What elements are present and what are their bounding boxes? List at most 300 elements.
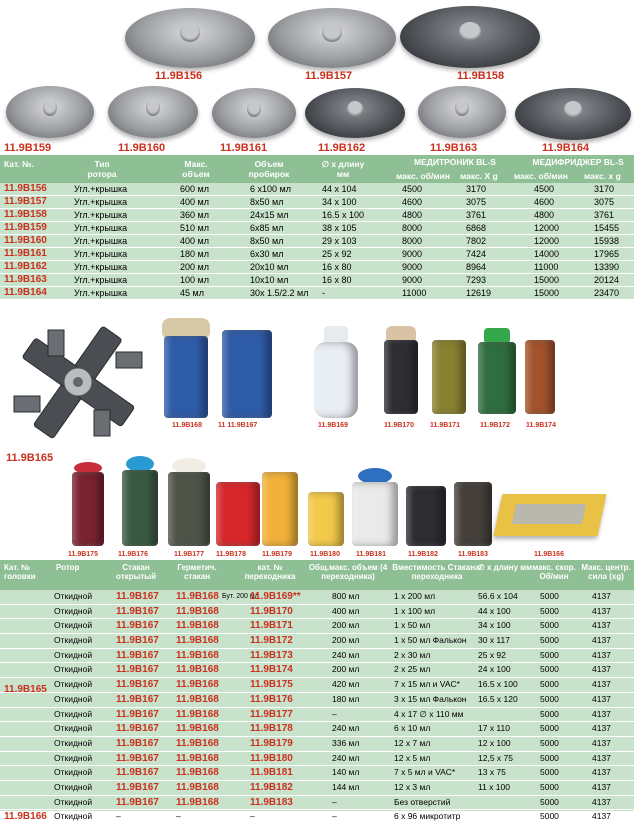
cell-dim: 16.5 х 100 — [322, 210, 365, 220]
rotor-image-156 — [125, 8, 255, 68]
cell-sealed: 11.9B168 — [176, 605, 219, 617]
rotor-image-160 — [108, 86, 198, 138]
cell-total: 240 мл — [332, 723, 360, 734]
cell-speed: 5000 — [540, 723, 559, 734]
cell-adapter: 11.9B170 — [250, 605, 293, 617]
cell-rotor: Откидной — [54, 767, 93, 778]
table-row — [0, 619, 634, 634]
header-dim: ∅ х длину мм — [321, 159, 365, 179]
header-medifridge: МЕДИФРИДЖЕР BL-S — [532, 157, 624, 167]
cell-rotor: Откидной — [54, 679, 93, 690]
cell-rpm: 8000 — [402, 236, 423, 246]
header-adapter: кат. № переходника — [244, 563, 296, 581]
cell-speed: 5000 — [540, 635, 559, 646]
cell-dim: 34 х 100 — [478, 620, 511, 631]
rotor-image-161 — [212, 88, 296, 138]
cell-vol: 600 мл — [180, 184, 209, 194]
table-row — [0, 287, 634, 300]
cell-vol: 45 мл — [180, 288, 204, 298]
adapter-label: 11.9B179 — [262, 551, 292, 558]
swing-rotor-table — [0, 560, 634, 823]
header-type: Тип ротора — [87, 159, 117, 179]
cell-adapter: 11.9B171 — [250, 620, 293, 632]
swing-rotor-label: 11.9B165 — [6, 452, 54, 464]
adapter-image — [454, 482, 492, 546]
adapter-label: 11.9B174 — [526, 422, 556, 429]
adapter-label: 11.9B180 — [310, 551, 340, 558]
cell-xg2: 17965 — [594, 249, 620, 259]
cell-rotor: Откидной — [54, 693, 93, 704]
cell-speed: 5000 — [540, 620, 559, 631]
cell-open: 11.9B167 — [116, 635, 159, 647]
cell-speed: 5000 — [540, 767, 559, 778]
cell-capacity: 12 х 3 мл — [394, 781, 431, 792]
cell-open: 11.9B167 — [116, 752, 159, 764]
cell-vol: 400 мл — [180, 236, 209, 246]
cell-cat: 11.9B162 — [4, 261, 47, 272]
cell-rpm2: 12000 — [534, 236, 560, 246]
open-bucket-image — [222, 330, 272, 418]
cell-xg: 3170 — [466, 184, 487, 194]
cell-sealed: 11.9B168 — [176, 591, 219, 602]
cell-type: Угл.+крышка — [74, 288, 128, 298]
cell-speed: 5000 — [540, 752, 559, 763]
adapter-image — [262, 472, 298, 546]
cell-xg2: 3170 — [594, 184, 615, 194]
cell-force: 4137 — [592, 737, 611, 748]
table-row — [0, 693, 634, 708]
cell-force: 4137 — [592, 752, 611, 763]
header-cat: Кат. №. — [4, 159, 34, 169]
cell-sealed: 11.9B168 — [176, 649, 219, 661]
cell-tubes: 10х10 мл — [250, 275, 289, 285]
rotor-label: 11.9B161 — [220, 142, 268, 154]
cell-total: – — [332, 811, 337, 822]
rotor-image-163 — [418, 86, 506, 138]
header-force: Макс. центр. сила (xg) — [581, 563, 631, 581]
cell-cat: 11.9B164 — [4, 287, 47, 298]
adapter-label: 11.9B175 — [68, 551, 98, 558]
cell-capacity: 1 х 100 мл — [394, 605, 436, 616]
cell-capacity: 1 х 50 мл Фалькон — [394, 635, 467, 646]
header-speed: макс. скор. Об/мин — [532, 563, 576, 581]
header-cat: Кат. № головки — [4, 563, 36, 581]
cell-cat: 11.9B156 — [4, 183, 47, 194]
cell-xg: 3075 — [466, 197, 487, 207]
cell-tubes: 8х50 мл — [250, 197, 284, 207]
cell-dim: 13 х 75 — [478, 767, 506, 778]
cell-capacity: 12 х 7 мл — [394, 737, 431, 748]
cell-vol: 100 мл — [180, 275, 209, 285]
cell-speed: 5000 — [540, 591, 559, 601]
cell-xg2: 3075 — [594, 197, 615, 207]
header-total: Общ.макс. объем (4 переходника) — [308, 563, 388, 581]
cell-type: Угл.+крышка — [74, 275, 128, 285]
cell-adapter: 11.9B177 — [250, 708, 293, 720]
rotor-label: 11.9B159 — [4, 142, 52, 154]
cell-rpm2: 4600 — [534, 197, 555, 207]
group-cat: 11.9B165 — [4, 684, 47, 695]
adapter-label: 11.9B169 — [318, 422, 348, 429]
cell-rotor: Откидной — [54, 605, 93, 616]
cell-open: 11.9B167 — [116, 620, 159, 632]
cell-dim: 29 х 103 — [322, 236, 357, 246]
table-row — [0, 274, 634, 287]
cell-capacity: 12 х 5 мл — [394, 752, 431, 763]
cell-open: 11.9B167 — [116, 605, 159, 617]
cell-vol: 180 мл — [180, 249, 209, 259]
cell-rotor: Откидной — [54, 737, 93, 748]
table-row — [0, 649, 634, 664]
rotor-label: 11.9B156 — [155, 70, 203, 82]
cell-rpm: 8000 — [402, 223, 423, 233]
header-rotor: Ротор — [56, 563, 80, 572]
cell-total: 144 мл — [332, 781, 360, 792]
rotor-image-162 — [305, 88, 405, 138]
cell-rotor: Откидной — [54, 708, 93, 719]
cell-adapter: 11.9B180 — [250, 752, 293, 764]
cell-dim: - — [322, 288, 325, 298]
rotor-image-164 — [515, 88, 631, 140]
cell-total: 140 мл — [332, 767, 360, 778]
rotor-label: 11.9B164 — [542, 142, 590, 154]
cell-sealed: 11.9B168 — [176, 781, 219, 793]
table-row — [0, 663, 634, 678]
cell-speed: 5000 — [540, 708, 559, 719]
cell-type: Угл.+крышка — [74, 249, 128, 259]
table-row — [0, 605, 634, 620]
adapter-label: 11.9B177 — [174, 551, 204, 558]
cell-rpm2: 4500 — [534, 184, 555, 194]
adapter-label: 11.9B170 — [384, 422, 414, 429]
cell-dim: 11 х 100 — [478, 781, 510, 792]
adapter-label: 11.9B178 — [216, 551, 246, 558]
cell-force: 4137 — [592, 605, 611, 616]
adapter-image — [72, 462, 104, 546]
cell-speed: 5000 — [540, 649, 559, 660]
cell-tubes: 8х50 мл — [250, 236, 284, 246]
cell-sealed: 11.9B168 — [176, 723, 219, 735]
cell-cat: 11.9B160 — [4, 235, 47, 246]
cell-sealed: 11.9B168 — [176, 693, 219, 705]
cell-dim: 16.5 х 100 — [478, 679, 518, 690]
cell-sealed: 11.9B168 — [176, 679, 219, 691]
rotor-image-159 — [6, 86, 94, 138]
header-rpm2: макс. об/мин — [514, 171, 568, 181]
header-capacity: Вместимость Стакана/переходника — [392, 563, 482, 581]
cell-tubes: 24х15 мл — [250, 210, 289, 220]
table-row — [0, 796, 634, 811]
cell-adapter: 11.9B182 — [250, 781, 293, 793]
cell-dim: 56.6 х 104 — [478, 591, 518, 601]
cell-capacity: 6 х 96 микротитр — [394, 811, 461, 822]
cell-total: 420 мл — [332, 679, 360, 690]
cell-open: 11.9B167 — [116, 781, 159, 793]
table-row — [0, 222, 634, 235]
cell-total: 336 мл — [332, 737, 360, 748]
cell-xg: 6868 — [466, 223, 487, 233]
cell-capacity: 3 х 15 мл Фалькон — [394, 693, 467, 704]
cell-adapter: 11.9B179 — [250, 737, 293, 749]
cell-tubes: 6 х100 мл — [250, 184, 291, 194]
cell-sealed: 11.9B168 — [176, 737, 219, 749]
cell-xg2: 3761 — [594, 210, 615, 220]
cell-dim: 12,5 х 75 — [478, 752, 513, 763]
cell-type: Угл.+крышка — [74, 197, 128, 207]
cell-tubes: 30х 1.5/2.2 мл — [250, 288, 309, 298]
table-header — [0, 560, 634, 590]
adapter-label: 11.9B181 — [356, 551, 386, 558]
cell-rpm: 9000 — [402, 275, 423, 285]
cell-speed: 5000 — [540, 679, 559, 690]
cell-open: 11.9B167 — [116, 767, 159, 779]
header-tubes: Объем пробирок — [248, 159, 290, 179]
cell-xg2: 13390 — [594, 262, 620, 272]
cell-adapter: 11.9B183 — [250, 796, 293, 808]
cell-capacity: 2 х 30 мл — [394, 649, 431, 660]
cell-adapter: 11.9B176 — [250, 693, 293, 705]
cell-force: 4137 — [592, 679, 611, 690]
adapter-image — [478, 328, 516, 414]
swing-rotor-image — [8, 320, 148, 445]
cell-tubes: 6х85 мл — [250, 223, 284, 233]
cell-total: – — [332, 708, 337, 719]
adapter-image — [308, 492, 344, 546]
cell-sealed: 11.9B168 — [176, 708, 219, 720]
bottle-image — [314, 326, 358, 418]
cell-xg: 12619 — [466, 288, 492, 298]
table-row — [0, 752, 634, 767]
rotor-label: 11.9B162 — [318, 142, 366, 154]
cell-capacity: 1 х 200 мл — [394, 591, 436, 601]
cell-dim: 24 х 100 — [478, 664, 511, 675]
adapter-image — [432, 340, 466, 414]
cell-rpm2: 12000 — [534, 223, 560, 233]
adapter-image — [216, 482, 260, 546]
adapter-image — [122, 456, 158, 546]
cell-total: 200 мл — [332, 635, 360, 646]
cell-force: 4137 — [592, 767, 611, 778]
cell-sealed: 11.9B168 — [176, 752, 219, 764]
cell-adapter: 11.9B173 — [250, 649, 293, 661]
cell-dim: 34 х 100 — [322, 197, 357, 207]
adapter-label: 11 11.9B167 — [218, 422, 258, 429]
adapter-label: 11.9B171 — [430, 422, 460, 429]
table-row — [0, 737, 634, 752]
table-row — [0, 722, 634, 737]
cell-open: – — [116, 811, 121, 822]
cell-rotor: Откидной — [54, 649, 93, 660]
cell-total: – — [332, 796, 337, 807]
cell-dim: 44 х 104 — [322, 184, 357, 194]
header-vol: Макс. объем — [182, 159, 210, 179]
cell-rotor: Откидной — [54, 723, 93, 734]
cell-force: 4137 — [592, 781, 611, 792]
cell-capacity: 2 х 25 мл — [394, 664, 431, 675]
sealed-bucket-image — [160, 318, 212, 418]
cell-sealed: 11.9B168 — [176, 620, 219, 632]
cell-force: 4137 — [592, 796, 611, 807]
rotor-spec-table — [0, 155, 634, 300]
cell-open: 11.9B167 — [116, 708, 159, 720]
table-row — [0, 678, 634, 693]
cell-xg2: 23470 — [594, 288, 620, 298]
cell-type: Угл.+крышка — [74, 262, 128, 272]
cell-rpm: 11000 — [402, 288, 427, 298]
cell-xg: 3761 — [466, 210, 487, 220]
table-row — [0, 183, 634, 196]
cell-rpm: 9000 — [402, 262, 423, 272]
cell-capacity: 6 х 10 мл — [394, 723, 431, 734]
cell-speed: 5000 — [540, 693, 559, 704]
cell-xg: 8964 — [466, 262, 487, 272]
cell-cat: 11.9B158 — [4, 209, 47, 220]
cell-rpm2: 15000 — [534, 275, 560, 285]
cell-force: 4137 — [592, 708, 611, 719]
cell-rotor: Откидной — [54, 811, 93, 822]
cell-sealed: 11.9B168 — [176, 635, 219, 647]
header-open: Стакан открытый — [116, 563, 156, 581]
cell-sealed: 11.9B168 — [176, 664, 219, 676]
adapter-image — [406, 486, 446, 546]
cell-dim: 16 х 80 — [322, 275, 352, 285]
adapter-image — [168, 458, 210, 546]
cell-dim: 16.5 х 120 — [478, 693, 518, 704]
cell-rpm2: 15000 — [534, 288, 560, 298]
cell-rotor: Откидной — [54, 591, 93, 601]
rotor-image-157 — [268, 8, 396, 68]
cell-force: 4137 — [592, 635, 611, 646]
cell-open: 11.9B167 — [116, 796, 159, 808]
cell-rpm: 4500 — [402, 184, 423, 194]
cell-speed: 5000 — [540, 781, 559, 792]
table-header — [0, 155, 634, 183]
cell-total: 240 мл — [332, 649, 360, 660]
cell-vol: 400 мл — [180, 197, 209, 207]
table-row — [0, 708, 634, 723]
cell-xg2: 20124 — [594, 275, 620, 285]
cell-capacity: 1 х 50 мл — [394, 620, 431, 631]
cell-sealed: 11.9B168 — [176, 796, 219, 808]
cell-xg: 7424 — [466, 249, 487, 259]
cell-force: 4137 — [592, 649, 611, 660]
table-row — [0, 766, 634, 781]
cell-xg: 7293 — [466, 275, 487, 285]
cell-rpm: 4600 — [402, 197, 423, 207]
microplate-carrier-image — [498, 484, 602, 544]
cell-adapter: 11.9B169** — [250, 591, 301, 602]
cell-rpm2: 11000 — [534, 262, 559, 272]
cell-type: Угл.+крышка — [74, 184, 128, 194]
adapter-label: 11.9B172 — [480, 422, 510, 429]
cell-open: 11.9B167 — [116, 664, 159, 676]
cell-dim: 30 х 117 — [478, 635, 510, 646]
cell-cat: 11.9B161 — [4, 248, 47, 259]
cell-vol: 510 мл — [180, 223, 209, 233]
cell-force: 4137 — [592, 664, 611, 675]
adapter-image — [525, 340, 555, 414]
cell-tubes: 20х10 мл — [250, 262, 289, 272]
table-row — [0, 781, 634, 796]
cell-dim: 25 х 92 — [322, 249, 352, 259]
cell-speed: 5000 — [540, 737, 559, 748]
cell-total: 200 мл — [332, 620, 360, 631]
cell-dim: 44 х 100 — [478, 605, 511, 616]
cell-rotor: Откидной — [54, 620, 93, 631]
cell-rotor: Откидной — [54, 635, 93, 646]
cell-open: 11.9B167 — [116, 723, 159, 735]
cell-sealed: – — [176, 811, 181, 822]
table-row — [0, 634, 634, 649]
cell-capacity: 7 х 5 мл и VAC* — [394, 767, 456, 778]
cell-cat: 11.9B166 — [4, 811, 47, 823]
cell-adapter: 11.9B174 — [250, 664, 293, 676]
header-sealed: Герметич. стакан — [177, 563, 217, 581]
header-xg2: макс. x g — [584, 171, 621, 181]
cell-rpm2: 4800 — [534, 210, 555, 220]
cell-rotor: Откидной — [54, 752, 93, 763]
table-row — [0, 235, 634, 248]
cell-adapter: – — [250, 811, 255, 822]
cell-speed: 5000 — [540, 664, 559, 675]
header-xg: макс. X g — [460, 171, 498, 181]
cell-rotor: Откидной — [54, 664, 93, 675]
header-dim: ∅ х длину мм — [477, 563, 533, 572]
rotor-label: 11.9B158 — [457, 70, 505, 82]
cell-vol: 200 мл — [180, 262, 209, 272]
cell-rpm2: 14000 — [534, 249, 560, 259]
cell-open: 11.9B167 — [116, 591, 159, 602]
cell-total: 200 мл — [332, 664, 360, 675]
cell-dim: 17 х 110 — [478, 723, 510, 734]
adapter-image — [384, 326, 418, 414]
adapter-label: 11.9B176 — [118, 551, 148, 558]
cell-type: Угл.+крышка — [74, 210, 128, 220]
cell-rpm: 4800 — [402, 210, 423, 220]
cell-speed: 5000 — [540, 796, 559, 807]
cell-xg: 7802 — [466, 236, 487, 246]
cell-total: 240 мл — [332, 752, 360, 763]
cell-sealed: 11.9B168 — [176, 767, 219, 779]
rotor-image-158 — [400, 6, 540, 68]
cell-speed: 5000 — [540, 605, 559, 616]
cell-tubes: 6х30 мл — [250, 249, 284, 259]
table-row — [0, 248, 634, 261]
cell-dim: 38 х 105 — [322, 223, 357, 233]
cell-total: 180 мл — [332, 693, 360, 704]
cell-cat: 11.9B159 — [4, 222, 47, 233]
cell-force: 4137 — [592, 620, 611, 631]
table-row — [0, 590, 634, 605]
cell-cat: 11.9B157 — [4, 196, 47, 207]
cell-open: 11.9B167 — [116, 649, 159, 661]
cell-total: 800 мл — [332, 591, 360, 601]
adapter-label: 11.9B166 — [534, 551, 564, 558]
cell-adapter: 11.9B178 — [250, 723, 293, 735]
adapter-image — [352, 468, 398, 546]
table-row — [0, 261, 634, 274]
cell-open: 11.9B167 — [116, 693, 159, 705]
cell-adapter: 11.9B181 — [250, 767, 293, 779]
cell-open: 11.9B167 — [116, 737, 159, 749]
cell-dim: 16 х 80 — [322, 262, 352, 272]
cell-capacity: 7 х 15 мл и VAC* — [394, 679, 460, 690]
cell-rotor: Откидной — [54, 781, 93, 792]
cell-type: Угл.+крышка — [74, 223, 128, 233]
cell-force: 4137 — [592, 591, 611, 601]
adapter-label: 11.9B183 — [458, 551, 488, 558]
cell-dim: 12 х 100 — [478, 737, 511, 748]
